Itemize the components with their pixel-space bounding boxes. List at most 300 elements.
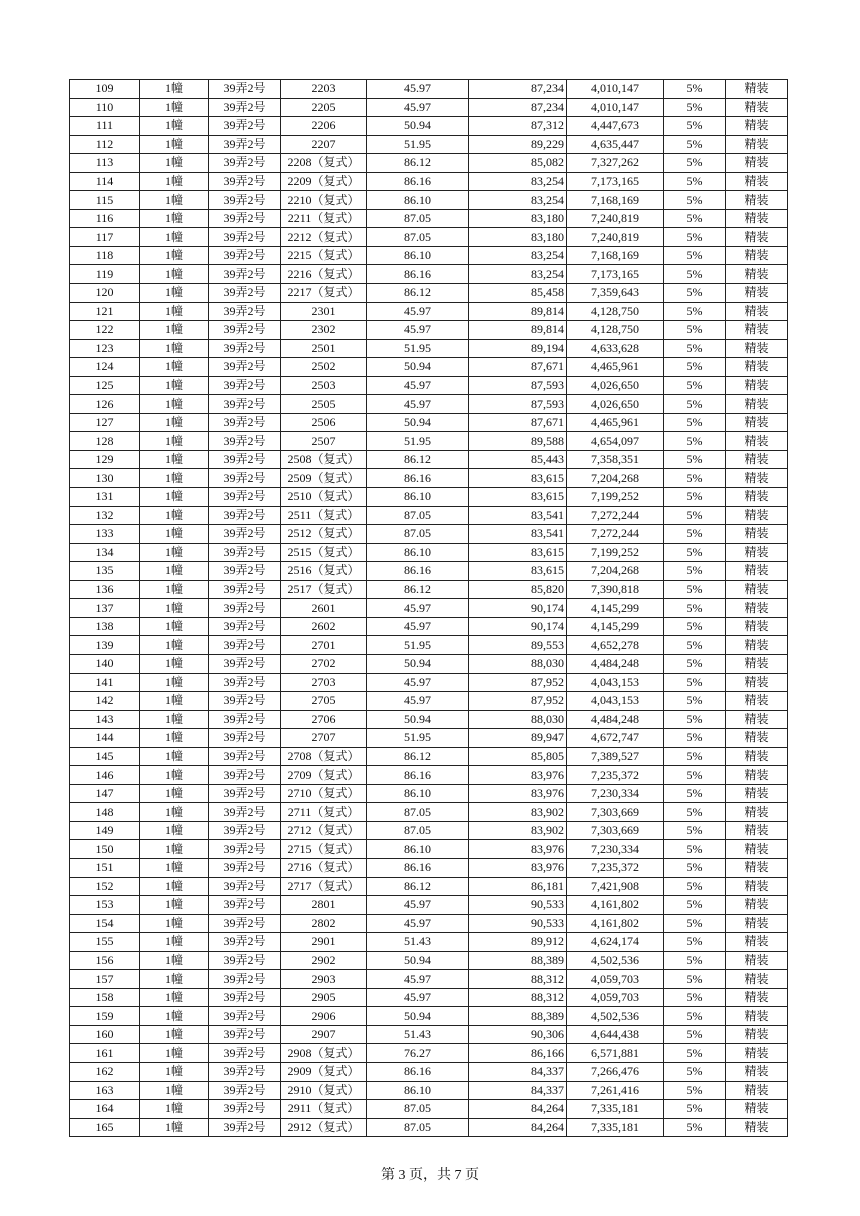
- total-price-cell: 4,644,438: [567, 1025, 664, 1044]
- lane-cell: 39弄2号: [209, 840, 281, 859]
- area-cell: 45.97: [367, 617, 469, 636]
- building-cell: 1幢: [140, 135, 209, 154]
- unit-price-cell: 89,814: [469, 321, 567, 340]
- table-row: [70, 1025, 788, 1044]
- area-cell: 86.16: [367, 469, 469, 488]
- total-price-cell: 4,059,703: [567, 988, 664, 1007]
- total-price-cell: 4,484,248: [567, 710, 664, 729]
- decoration-cell: 精装: [726, 154, 788, 173]
- total-price-cell: 7,230,334: [567, 784, 664, 803]
- table-row: [70, 525, 788, 544]
- unit-price-cell: 85,458: [469, 284, 567, 303]
- decoration-cell: 精装: [726, 1025, 788, 1044]
- decoration-cell: 精装: [726, 339, 788, 358]
- price-list-body: [70, 80, 788, 1137]
- total-price-cell: 4,654,097: [567, 432, 664, 451]
- decoration-cell: 精装: [726, 617, 788, 636]
- decoration-cell: 精装: [726, 562, 788, 581]
- lane-cell: 39弄2号: [209, 970, 281, 989]
- total-price-cell: 4,010,147: [567, 98, 664, 117]
- building-cell: 1幢: [140, 896, 209, 915]
- building-cell: 1幢: [140, 80, 209, 99]
- total-price-cell: 7,168,169: [567, 246, 664, 265]
- lane-cell: 39弄2号: [209, 191, 281, 210]
- unit-price-cell: 83,615: [469, 469, 567, 488]
- lane-cell: 39弄2号: [209, 951, 281, 970]
- rate-cell: 5%: [664, 673, 726, 692]
- area-cell: 86.12: [367, 154, 469, 173]
- building-cell: 1幢: [140, 1062, 209, 1081]
- unit-price-cell: 83,976: [469, 858, 567, 877]
- rate-cell: 5%: [664, 951, 726, 970]
- area-cell: 86.16: [367, 172, 469, 191]
- decoration-cell: 精装: [726, 98, 788, 117]
- total-price-cell: 4,635,447: [567, 135, 664, 154]
- building-cell: 1幢: [140, 562, 209, 581]
- area-cell: 86.10: [367, 1081, 469, 1100]
- table-row: [70, 654, 788, 673]
- unit-price-cell: 90,533: [469, 896, 567, 915]
- unit-price-cell: 89,194: [469, 339, 567, 358]
- building-cell: 1幢: [140, 506, 209, 525]
- building-cell: 1幢: [140, 654, 209, 673]
- building-cell: 1幢: [140, 376, 209, 395]
- unit-price-cell: 88,312: [469, 988, 567, 1007]
- rate-cell: 5%: [664, 154, 726, 173]
- total-price-cell: 7,389,527: [567, 747, 664, 766]
- decoration-cell: 精装: [726, 692, 788, 711]
- table-row: [70, 1118, 788, 1137]
- unit-price-cell: 87,952: [469, 692, 567, 711]
- building-cell: 1幢: [140, 1044, 209, 1063]
- decoration-cell: 精装: [726, 525, 788, 544]
- building-cell: 1幢: [140, 729, 209, 748]
- unit-price-cell: 90,533: [469, 914, 567, 933]
- unit-price-cell: 87,593: [469, 395, 567, 414]
- lane-cell: 39弄2号: [209, 80, 281, 99]
- lane-cell: 39弄2号: [209, 358, 281, 377]
- unit-price-cell: 83,254: [469, 265, 567, 284]
- table-row: [70, 450, 788, 469]
- total-price-cell: 4,128,750: [567, 302, 664, 321]
- rate-cell: 5%: [664, 450, 726, 469]
- table-row: [70, 896, 788, 915]
- room-cell: 2509（复式）: [281, 469, 367, 488]
- lane-cell: 39弄2号: [209, 784, 281, 803]
- lane-cell: 39弄2号: [209, 636, 281, 655]
- unit-price-cell: 89,814: [469, 302, 567, 321]
- room-cell: 2905: [281, 988, 367, 1007]
- area-cell: 87.05: [367, 1118, 469, 1137]
- row-number: 138: [70, 617, 140, 636]
- area-cell: 87.05: [367, 209, 469, 228]
- room-cell: 2909（复式）: [281, 1062, 367, 1081]
- rate-cell: 5%: [664, 580, 726, 599]
- room-cell: 2517（复式）: [281, 580, 367, 599]
- room-cell: 2511（复式）: [281, 506, 367, 525]
- rate-cell: 5%: [664, 265, 726, 284]
- lane-cell: 39弄2号: [209, 562, 281, 581]
- building-cell: 1幢: [140, 766, 209, 785]
- decoration-cell: 精装: [726, 506, 788, 525]
- decoration-cell: 精装: [726, 821, 788, 840]
- rate-cell: 5%: [664, 413, 726, 432]
- table-row: [70, 172, 788, 191]
- area-cell: 45.97: [367, 376, 469, 395]
- building-cell: 1幢: [140, 840, 209, 859]
- rate-cell: 5%: [664, 432, 726, 451]
- lane-cell: 39弄2号: [209, 172, 281, 191]
- decoration-cell: 精装: [726, 246, 788, 265]
- total-price-cell: 7,303,669: [567, 821, 664, 840]
- room-cell: 2217（复式）: [281, 284, 367, 303]
- decoration-cell: 精装: [726, 488, 788, 507]
- lane-cell: 39弄2号: [209, 98, 281, 117]
- total-price-cell: 7,240,819: [567, 209, 664, 228]
- rate-cell: 5%: [664, 1062, 726, 1081]
- decoration-cell: 精装: [726, 1062, 788, 1081]
- area-cell: 45.97: [367, 98, 469, 117]
- table-row: [70, 1062, 788, 1081]
- row-number: 149: [70, 821, 140, 840]
- building-cell: 1幢: [140, 98, 209, 117]
- rate-cell: 5%: [664, 469, 726, 488]
- area-cell: 50.94: [367, 117, 469, 136]
- building-cell: 1幢: [140, 172, 209, 191]
- row-number: 165: [70, 1118, 140, 1137]
- area-cell: 45.97: [367, 988, 469, 1007]
- lane-cell: 39弄2号: [209, 395, 281, 414]
- building-cell: 1幢: [140, 246, 209, 265]
- table-row: [70, 988, 788, 1007]
- lane-cell: 39弄2号: [209, 1100, 281, 1119]
- building-cell: 1幢: [140, 858, 209, 877]
- row-number: 126: [70, 395, 140, 414]
- building-cell: 1幢: [140, 803, 209, 822]
- rate-cell: 5%: [664, 1044, 726, 1063]
- row-number: 157: [70, 970, 140, 989]
- total-price-cell: 7,199,252: [567, 488, 664, 507]
- table-row: [70, 488, 788, 507]
- unit-price-cell: 87,671: [469, 413, 567, 432]
- building-cell: 1幢: [140, 970, 209, 989]
- area-cell: 45.97: [367, 321, 469, 340]
- room-cell: 2505: [281, 395, 367, 414]
- building-cell: 1幢: [140, 265, 209, 284]
- building-cell: 1幢: [140, 284, 209, 303]
- building-cell: 1幢: [140, 617, 209, 636]
- total-price-cell: 6,571,881: [567, 1044, 664, 1063]
- rate-cell: 5%: [664, 358, 726, 377]
- unit-price-cell: 83,541: [469, 506, 567, 525]
- decoration-cell: 精装: [726, 228, 788, 247]
- room-cell: 2209（复式）: [281, 172, 367, 191]
- row-number: 140: [70, 654, 140, 673]
- area-cell: 86.12: [367, 877, 469, 896]
- room-cell: 2706: [281, 710, 367, 729]
- building-cell: 1幢: [140, 1007, 209, 1026]
- decoration-cell: 精装: [726, 877, 788, 896]
- building-cell: 1幢: [140, 209, 209, 228]
- rate-cell: 5%: [664, 729, 726, 748]
- row-number: 134: [70, 543, 140, 562]
- room-cell: 2707: [281, 729, 367, 748]
- room-cell: 2208（复式）: [281, 154, 367, 173]
- total-price-cell: 7,272,244: [567, 506, 664, 525]
- decoration-cell: 精装: [726, 135, 788, 154]
- row-number: 112: [70, 135, 140, 154]
- total-price-cell: 7,390,818: [567, 580, 664, 599]
- rate-cell: 5%: [664, 617, 726, 636]
- area-cell: 50.94: [367, 358, 469, 377]
- total-price-cell: 7,173,165: [567, 265, 664, 284]
- row-number: 155: [70, 933, 140, 952]
- unit-price-cell: 83,180: [469, 228, 567, 247]
- lane-cell: 39弄2号: [209, 525, 281, 544]
- decoration-cell: 精装: [726, 395, 788, 414]
- decoration-cell: 精装: [726, 858, 788, 877]
- total-price-cell: 7,240,819: [567, 228, 664, 247]
- room-cell: 2210（复式）: [281, 191, 367, 210]
- decoration-cell: 精装: [726, 80, 788, 99]
- building-cell: 1幢: [140, 747, 209, 766]
- area-cell: 86.10: [367, 191, 469, 210]
- table-row: [70, 154, 788, 173]
- area-cell: 86.10: [367, 784, 469, 803]
- area-cell: 45.97: [367, 914, 469, 933]
- table-row: [70, 840, 788, 859]
- room-cell: 2503: [281, 376, 367, 395]
- lane-cell: 39弄2号: [209, 117, 281, 136]
- rate-cell: 5%: [664, 1081, 726, 1100]
- row-number: 164: [70, 1100, 140, 1119]
- decoration-cell: 精装: [726, 321, 788, 340]
- room-cell: 2211（复式）: [281, 209, 367, 228]
- unit-price-cell: 83,254: [469, 172, 567, 191]
- room-cell: 2717（复式）: [281, 877, 367, 896]
- rate-cell: 5%: [664, 209, 726, 228]
- decoration-cell: 精装: [726, 358, 788, 377]
- total-price-cell: 7,261,416: [567, 1081, 664, 1100]
- area-cell: 86.16: [367, 265, 469, 284]
- building-cell: 1幢: [140, 599, 209, 618]
- table-row: [70, 432, 788, 451]
- table-row: [70, 933, 788, 952]
- table-row: [70, 209, 788, 228]
- row-number: 141: [70, 673, 140, 692]
- lane-cell: 39弄2号: [209, 858, 281, 877]
- decoration-cell: 精装: [726, 284, 788, 303]
- unit-price-cell: 86,181: [469, 877, 567, 896]
- rate-cell: 5%: [664, 747, 726, 766]
- decoration-cell: 精装: [726, 766, 788, 785]
- total-price-cell: 4,633,628: [567, 339, 664, 358]
- row-number: 131: [70, 488, 140, 507]
- lane-cell: 39弄2号: [209, 339, 281, 358]
- rate-cell: 5%: [664, 599, 726, 618]
- row-number: 116: [70, 209, 140, 228]
- rate-cell: 5%: [664, 395, 726, 414]
- rate-cell: 5%: [664, 172, 726, 191]
- total-price-cell: 4,145,299: [567, 617, 664, 636]
- table-row: [70, 98, 788, 117]
- row-number: 160: [70, 1025, 140, 1044]
- building-cell: 1幢: [140, 117, 209, 136]
- area-cell: 50.94: [367, 654, 469, 673]
- area-cell: 86.12: [367, 580, 469, 599]
- rate-cell: 5%: [664, 1100, 726, 1119]
- unit-price-cell: 90,174: [469, 599, 567, 618]
- lane-cell: 39弄2号: [209, 747, 281, 766]
- building-cell: 1幢: [140, 358, 209, 377]
- table-row: [70, 636, 788, 655]
- total-price-cell: 7,173,165: [567, 172, 664, 191]
- unit-price-cell: 83,902: [469, 821, 567, 840]
- rate-cell: 5%: [664, 135, 726, 154]
- lane-cell: 39弄2号: [209, 580, 281, 599]
- decoration-cell: 精装: [726, 673, 788, 692]
- decoration-cell: 精装: [726, 580, 788, 599]
- decoration-cell: 精装: [726, 747, 788, 766]
- building-cell: 1幢: [140, 636, 209, 655]
- rate-cell: 5%: [664, 98, 726, 117]
- room-cell: 2206: [281, 117, 367, 136]
- area-cell: 51.43: [367, 933, 469, 952]
- room-cell: 2907: [281, 1025, 367, 1044]
- total-price-cell: 7,359,643: [567, 284, 664, 303]
- rate-cell: 5%: [664, 654, 726, 673]
- row-number: 124: [70, 358, 140, 377]
- total-price-cell: 7,168,169: [567, 191, 664, 210]
- area-cell: 45.97: [367, 302, 469, 321]
- room-cell: 2602: [281, 617, 367, 636]
- building-cell: 1幢: [140, 321, 209, 340]
- table-row: [70, 321, 788, 340]
- unit-price-cell: 89,947: [469, 729, 567, 748]
- table-row: [70, 469, 788, 488]
- decoration-cell: 精装: [726, 1118, 788, 1137]
- unit-price-cell: 85,082: [469, 154, 567, 173]
- table-row: [70, 246, 788, 265]
- row-number: 137: [70, 599, 140, 618]
- area-cell: 50.94: [367, 413, 469, 432]
- row-number: 121: [70, 302, 140, 321]
- table-row: [70, 135, 788, 154]
- table-row: [70, 80, 788, 99]
- room-cell: 2908（复式）: [281, 1044, 367, 1063]
- row-number: 146: [70, 766, 140, 785]
- rate-cell: 5%: [664, 803, 726, 822]
- decoration-cell: 精装: [726, 933, 788, 952]
- rate-cell: 5%: [664, 988, 726, 1007]
- row-number: 120: [70, 284, 140, 303]
- building-cell: 1幢: [140, 933, 209, 952]
- building-cell: 1幢: [140, 1100, 209, 1119]
- decoration-cell: 精装: [726, 450, 788, 469]
- room-cell: 2502: [281, 358, 367, 377]
- total-price-cell: 4,161,802: [567, 914, 664, 933]
- room-cell: 2701: [281, 636, 367, 655]
- total-price-cell: 4,502,536: [567, 951, 664, 970]
- rate-cell: 5%: [664, 784, 726, 803]
- table-row: [70, 914, 788, 933]
- room-cell: 2902: [281, 951, 367, 970]
- row-number: 110: [70, 98, 140, 117]
- room-cell: 2711（复式）: [281, 803, 367, 822]
- lane-cell: 39弄2号: [209, 692, 281, 711]
- room-cell: 2801: [281, 896, 367, 915]
- decoration-cell: 精装: [726, 636, 788, 655]
- building-cell: 1幢: [140, 432, 209, 451]
- building-cell: 1幢: [140, 543, 209, 562]
- unit-price-cell: 83,615: [469, 562, 567, 581]
- room-cell: 2716（复式）: [281, 858, 367, 877]
- row-number: 109: [70, 80, 140, 99]
- unit-price-cell: 83,976: [469, 766, 567, 785]
- room-cell: 2212（复式）: [281, 228, 367, 247]
- row-number: 147: [70, 784, 140, 803]
- rate-cell: 5%: [664, 339, 726, 358]
- total-price-cell: 4,026,650: [567, 376, 664, 395]
- area-cell: 45.97: [367, 970, 469, 989]
- area-cell: 51.43: [367, 1025, 469, 1044]
- total-price-cell: 4,484,248: [567, 654, 664, 673]
- building-cell: 1幢: [140, 395, 209, 414]
- unit-price-cell: 87,952: [469, 673, 567, 692]
- lane-cell: 39弄2号: [209, 933, 281, 952]
- area-cell: 86.12: [367, 284, 469, 303]
- row-number: 139: [70, 636, 140, 655]
- decoration-cell: 精装: [726, 209, 788, 228]
- rate-cell: 5%: [664, 914, 726, 933]
- decoration-cell: 精装: [726, 1100, 788, 1119]
- area-cell: 51.95: [367, 339, 469, 358]
- row-number: 145: [70, 747, 140, 766]
- lane-cell: 39弄2号: [209, 1025, 281, 1044]
- lane-cell: 39弄2号: [209, 599, 281, 618]
- room-cell: 2301: [281, 302, 367, 321]
- lane-cell: 39弄2号: [209, 135, 281, 154]
- unit-price-cell: 89,912: [469, 933, 567, 952]
- building-cell: 1幢: [140, 877, 209, 896]
- row-number: 132: [70, 506, 140, 525]
- decoration-cell: 精装: [726, 191, 788, 210]
- unit-price-cell: 89,553: [469, 636, 567, 655]
- row-number: 142: [70, 692, 140, 711]
- table-row: [70, 747, 788, 766]
- total-price-cell: 7,235,372: [567, 858, 664, 877]
- room-cell: 2507: [281, 432, 367, 451]
- room-cell: 2508（复式）: [281, 450, 367, 469]
- building-cell: 1幢: [140, 302, 209, 321]
- room-cell: 2906: [281, 1007, 367, 1026]
- rate-cell: 5%: [664, 302, 726, 321]
- area-cell: 76.27: [367, 1044, 469, 1063]
- unit-price-cell: 84,264: [469, 1100, 567, 1119]
- table-row: [70, 376, 788, 395]
- rate-cell: 5%: [664, 970, 726, 989]
- unit-price-cell: 83,254: [469, 191, 567, 210]
- table-row: [70, 710, 788, 729]
- lane-cell: 39弄2号: [209, 265, 281, 284]
- total-price-cell: 4,059,703: [567, 970, 664, 989]
- decoration-cell: 精装: [726, 1081, 788, 1100]
- rate-cell: 5%: [664, 933, 726, 952]
- price-list-table: [69, 79, 788, 1137]
- unit-price-cell: 83,976: [469, 784, 567, 803]
- table-row: [70, 1044, 788, 1063]
- lane-cell: 39弄2号: [209, 209, 281, 228]
